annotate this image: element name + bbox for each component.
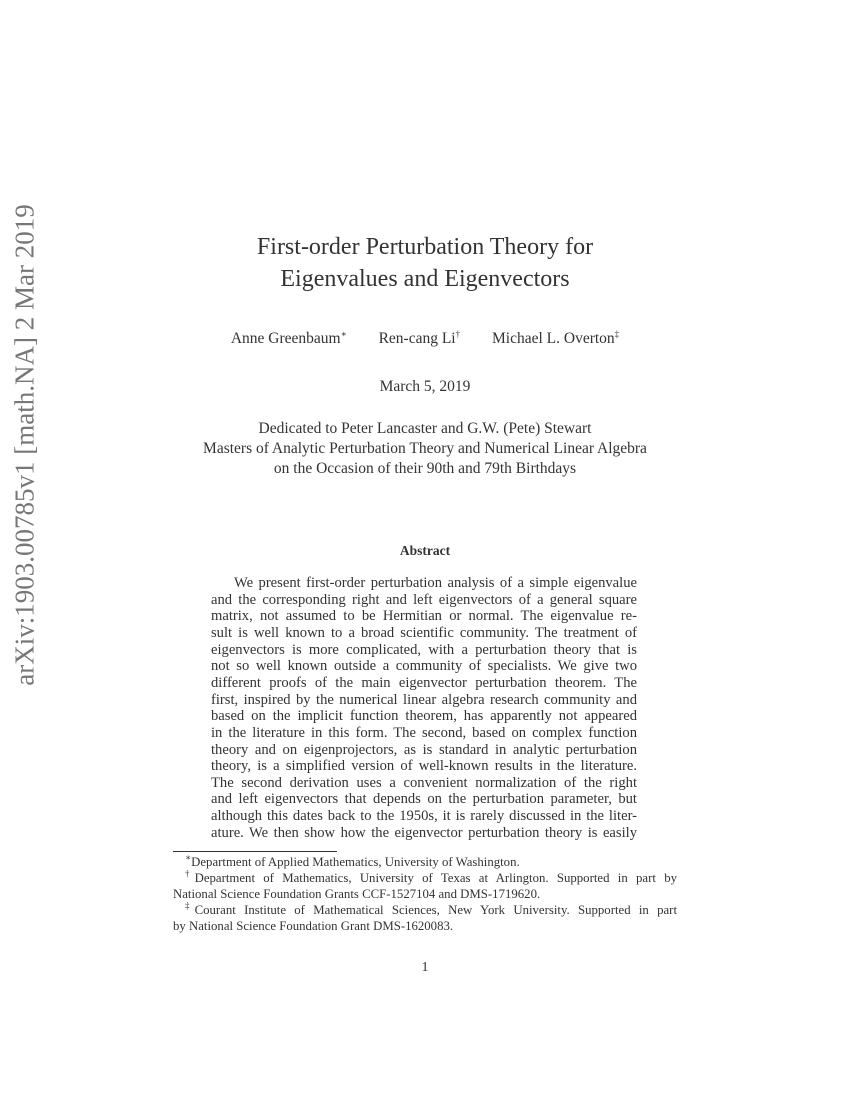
date: March 5, 2019 <box>379 378 471 395</box>
abstract-line: theory, is a simplified version of well-known results in the literature. <box>211 758 637 775</box>
footnote-text: by National Science Foundation Grant DMS-1620083. <box>173 919 454 933</box>
abstract-line: in the literature in this form. The second, based on complex function <box>211 724 637 741</box>
authors <box>0 330 850 348</box>
footnote-line <box>173 919 677 934</box>
footnote-text: Department of Applied Mathematics, University of Washington. <box>191 855 520 869</box>
abstract-line: different proofs of the main eigenvector perturbation theorem. The <box>211 674 637 691</box>
abstract-line: ature. We then show how the eigenvector perturbation theory is easily <box>211 824 637 841</box>
abstract-line: sult is well known to a broad scientific community. The treatment of <box>211 624 637 641</box>
footnote-rule <box>173 851 337 852</box>
title-line-2: Eigenvalues and Eigenvectors <box>280 266 570 292</box>
footnote-mark: † <box>185 868 195 879</box>
author: Michael L. Overton‡ <box>492 328 620 347</box>
abstract-line: theory and on eigenprojectors, as is standard in analytic perturbation <box>211 741 637 758</box>
title-line-1: First-order Perturbation Theory for <box>256 234 594 260</box>
abstract-line: eigenvectors is more complicated, with a perturbation theory that is <box>211 641 637 658</box>
footnote-mark: ∗ <box>185 852 192 863</box>
abstract-line: although this dates back to the 1950s, it is rarely discussed in the liter- <box>211 808 637 825</box>
abstract-line: and left eigenvectors that depends on the perturbation parameter, but <box>211 791 637 808</box>
footnote-text: Department of Mathematics, University of Texas at Arlington. Supported in part by <box>194 871 677 885</box>
arxiv-stamp: arXiv:1903.00785v1 [math.NA] 2 Mar 2019 <box>9 204 40 686</box>
abstract-line: The second derivation uses a convenient normalization of the right <box>211 774 637 791</box>
abstract-heading: Abstract <box>399 543 451 558</box>
footnote-text: Courant Institute of Mathematical Sciences, New York University. Supported in part <box>194 903 677 917</box>
footnote-mark: ‡ <box>185 900 195 911</box>
abstract-line: not so well known outside a community of specialists. We give two <box>211 658 637 675</box>
author: Anne Greenbaum∗ <box>230 328 347 347</box>
page-number: 1 <box>421 960 429 975</box>
footnote-line <box>173 887 677 902</box>
footnote-line <box>185 900 677 918</box>
footnote-text: National Science Foundation Grants CCF-1527104 and DMS-1719620. <box>173 887 541 901</box>
dedication-line: Dedicated to Peter Lancaster and G.W. (Pete) Stewart <box>258 420 592 437</box>
abstract-line: based on the implicit function theorem, has apparently not appeared <box>211 708 637 725</box>
abstract-line: and the corresponding right and left eigenvectors of a general square <box>211 591 637 608</box>
dedication-line: Masters of Analytic Perturbation Theory and Numerical Linear Algebra <box>203 440 647 457</box>
abstract-line: matrix, not assumed to be Hermitian or normal. The eigenvalue re- <box>211 608 637 625</box>
author: Ren-cang Li† <box>378 328 461 347</box>
dedication-line: on the Occasion of their 90th and 79th Birthdays <box>273 460 577 477</box>
abstract-line: We present first-order perturbation analysis of a simple eigenvalue <box>234 575 637 591</box>
footnote-line <box>185 868 677 886</box>
footnote-line <box>185 852 677 870</box>
abstract-line: first, inspired by the numerical linear algebra research community and <box>211 691 637 708</box>
